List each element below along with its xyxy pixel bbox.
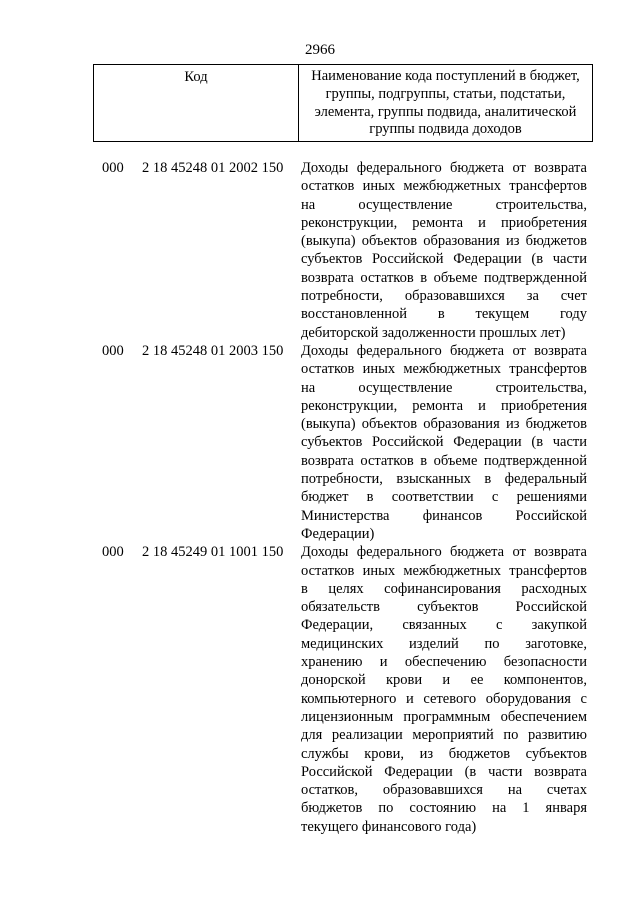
description-line: (выкупа) объектов образования из бюджетов (301, 416, 587, 433)
description-line: остатков иных межбюджетных трансфертов (301, 562, 587, 579)
header-code-column: Код (94, 65, 299, 141)
admin-code: 000 (102, 544, 124, 561)
description-line: дебиторской задолженности прошлых лет) (301, 324, 566, 341)
table-row (0, 159, 640, 342)
revenue-code-list (0, 159, 640, 836)
description-line: восстановленной в текущем году (301, 306, 587, 323)
table-row (0, 543, 640, 836)
description-line: Доходы федерального бюджета от возврата (301, 160, 587, 176)
description-line: бюджетов по состоянию на 1 января (301, 800, 587, 817)
description-line: (выкупа) объектов образования из бюджетов (301, 233, 587, 250)
page-number: 2966 (305, 42, 335, 58)
description-line: донорской крови и ее компонентов, (301, 672, 587, 689)
header-name-line: элемента, группы подвида, аналитической (314, 103, 577, 120)
description-line: лицензионным программным обеспечением (301, 708, 587, 725)
header-name-line: Наименование кода поступлений в бюджет, (311, 68, 580, 84)
description-line: остатков иных межбюджетных трансфертов (301, 178, 587, 195)
description-line: Министерства финансов Российской (301, 507, 587, 524)
description-line: Российской Федерации (в части возврата (301, 763, 587, 780)
description-line: реконструкции, ремонта и приобретения (301, 214, 587, 231)
header-name-line: группы, подгруппы, статьи, подстатьи, (325, 85, 566, 102)
table-row (0, 342, 640, 543)
description-line: реконструкции, ремонта и приобретения (301, 397, 587, 414)
description-line: возврата остатков в объеме подтвержденной (301, 269, 587, 286)
description-line: остатков иных межбюджетных трансфертов (301, 361, 587, 378)
description-line: Федерации) (301, 525, 375, 542)
description-line: обязательств субъектов Российской (301, 599, 587, 616)
description-line: в целях софинансирования расходных (301, 580, 587, 597)
description-line: на осуществление строительства, (301, 379, 587, 396)
admin-code: 000 (102, 160, 124, 176)
description-line: текущего финансового года) (301, 818, 477, 835)
revenue-code: 2 18 45248 01 2002 150 (142, 160, 284, 176)
description-line: компьютерного и сетевого оборудования с (301, 690, 587, 707)
header-name-column (299, 65, 592, 141)
header-name-line: группы подвида доходов (369, 121, 522, 138)
revenue-description (301, 342, 587, 543)
description-line: медицинских изделий по заготовке, (301, 635, 587, 652)
description-line: Доходы федерального бюджета от возврата (301, 544, 587, 561)
description-line: Доходы федерального бюджета от возврата (301, 342, 587, 359)
description-line: потребности, образовавшихся за счет (301, 288, 587, 305)
description-line: на осуществление строительства, (301, 196, 587, 213)
revenue-description (301, 543, 587, 836)
admin-code: 000 (102, 342, 124, 359)
description-line: потребности, взысканных в федеральный (301, 471, 587, 488)
description-line: субъектов Российской Федерации (в части (301, 251, 587, 268)
description-line: бюджет в соответствии с решениями (301, 489, 587, 506)
description-line: возврата остатков в объеме подтвержденной (301, 452, 587, 469)
description-line: Федерации, связанных с закупкой (301, 617, 587, 634)
revenue-code: 2 18 45249 01 1001 150 (142, 544, 284, 561)
revenue-code: 2 18 45248 01 2003 150 (142, 342, 284, 359)
revenue-description (301, 159, 587, 342)
description-line: для реализации мероприятий по развитию (301, 727, 587, 744)
description-line: остатков, образовавшихся на счетах (301, 782, 587, 799)
description-line: субъектов Российской Федерации (в части (301, 434, 587, 451)
description-line: хранению и обеспечению безопасности (301, 654, 587, 671)
description-line: службы крови, из бюджетов субъектов (301, 745, 587, 762)
table-header (93, 64, 593, 142)
